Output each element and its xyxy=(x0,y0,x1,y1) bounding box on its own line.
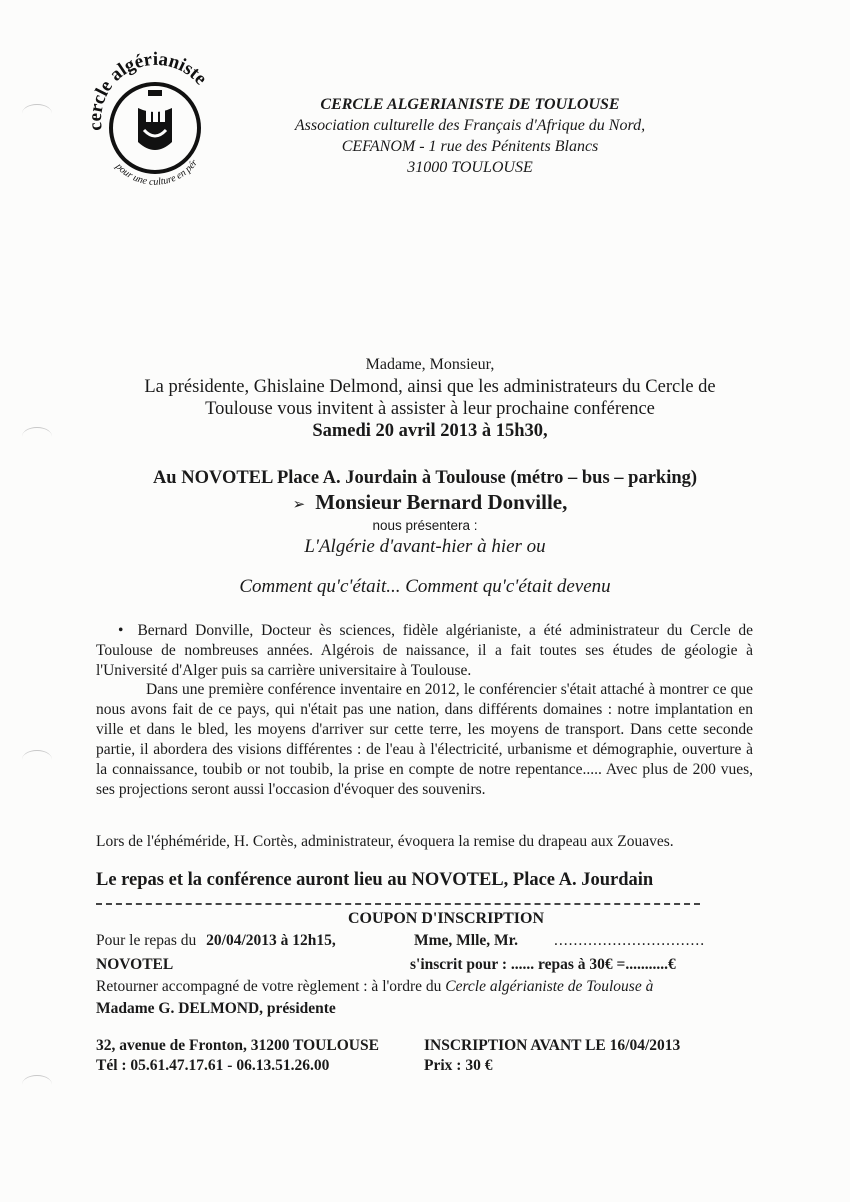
punch-hole xyxy=(22,427,52,446)
organization-header xyxy=(250,94,690,178)
event-venue: Au NOVOTEL Place A. Jourdain à Toulouse (métro – bus – parking) xyxy=(152,468,698,488)
price: Prix : 30 € xyxy=(424,1057,493,1074)
talk-title-2: Comment qu'c'était... Comment qu'c'était devenu xyxy=(239,576,611,597)
org-name: CERCLE ALGERIANISTE DE TOULOUSE xyxy=(320,96,620,113)
invitation-line: La présidente, Ghislaine Delmond, ainsi que les administrateurs du Cercle de xyxy=(144,377,716,397)
president-name: Madame G. DELMOND, présidente xyxy=(96,1000,336,1017)
name-field[interactable]: ............................... xyxy=(554,932,706,949)
repas-headline: Le repas et la conférence auront lieu au NOVOTEL, Place A. Jourdain xyxy=(96,870,654,890)
repas-date: 20/04/2013 à 12h15, xyxy=(206,932,336,949)
civility-label: Mme, Mlle, Mr. xyxy=(414,932,519,949)
bullet-icon: • xyxy=(118,622,124,639)
contact-phone: Tél : 05.61.47.17.61 - 06.13.51.26.00 xyxy=(96,1057,330,1074)
coupon-title: COUPON D'INSCRIPTION xyxy=(347,910,544,927)
org-subtitle: Association culturelle des Français d'Afrique du Nord, xyxy=(294,117,646,134)
contact-address: 32, avenue de Fronton, 31200 TOULOUSE xyxy=(96,1037,379,1054)
return-payee: Cercle algérianiste de Toulouse xyxy=(445,978,642,995)
invitation-line: Toulouse vous invitent à assister à leur prochaine conférence xyxy=(205,399,655,419)
return-prefix: Retourner accompagné de votre règlement : à l'ordre du xyxy=(96,978,442,995)
event-date: Samedi 20 avril 2013 à 15h30, xyxy=(312,421,548,441)
dashed-separator xyxy=(96,903,700,905)
deadline: INSCRIPTION AVANT LE 16/04/2013 xyxy=(424,1037,681,1054)
return-suffix: à xyxy=(645,978,654,995)
coupon-inscription-row xyxy=(96,956,756,974)
logo-ring-text: cercle algérianiste xyxy=(84,50,212,132)
ephemeride-text: Lors de l'éphéméride, H. Cortès, administrateur, évoquera la remise du drapeau aux Zouaves. xyxy=(96,833,674,850)
logo-bottom-text: pour une culture en pér xyxy=(113,157,201,188)
arrow-bullet-icon: ➢ xyxy=(292,497,306,513)
coupon-repas-row xyxy=(96,932,756,950)
repas-prefix: Pour le repas du xyxy=(96,932,197,949)
presents-text: nous présentera : xyxy=(372,518,478,533)
punch-hole xyxy=(22,1075,52,1094)
coupon-return-row xyxy=(96,978,756,996)
salutation: Madame, Monsieur, xyxy=(365,356,495,373)
org-address: CEFANOM - 1 rue des Pénitents Blancs xyxy=(341,138,599,155)
punch-hole xyxy=(22,104,52,123)
speaker-bio xyxy=(96,621,753,681)
inscrit-field[interactable]: s'inscrit pour : ...... repas à 30€ =...........€ xyxy=(410,956,676,973)
coupon-venue: NOVOTEL xyxy=(96,956,174,973)
org-city: 31000 TOULOUSE xyxy=(407,159,533,176)
invitation-text xyxy=(90,376,770,442)
talk-title-1: L'Algérie d'avant-hier à hier ou xyxy=(304,536,546,557)
speaker-line xyxy=(170,490,690,515)
bio-text: Bernard Donville, Docteur ès sciences, fidèle algérianiste, a été administrateur du Cercle de Toulouse de nombreuses années. Algérois de naissance, il a fait toutes ses études de géologie à l'Université d'Alger puis sa carrière universitaire à Toulouse. xyxy=(96,622,753,679)
punch-hole xyxy=(22,750,52,769)
talk-details: Dans une première conférence inventaire en 2012, le conférencier s'était attaché à montrer ce que nous avons fait de ce pays, qui n'était pas une nation, dans différents domaines : notre implantation en ville et dans le bled, les moyens d'arriver sur cette terre, les moyens de transport. Dans cette seconde partie, il abordera des visions différentes : de l'eau à l'électricité, urbanisme et démographie, ouverture à la connaissance, toubib or not toubib, la prise en compte de notre repentance..... Avec plus de 200 vues, ses projections seront aussi l'occasion d'évoquer des souvenirs. xyxy=(96,681,753,798)
speaker-name: Monsieur Bernard Donville, xyxy=(315,490,568,514)
cercle-algerianiste-logo xyxy=(80,50,230,200)
